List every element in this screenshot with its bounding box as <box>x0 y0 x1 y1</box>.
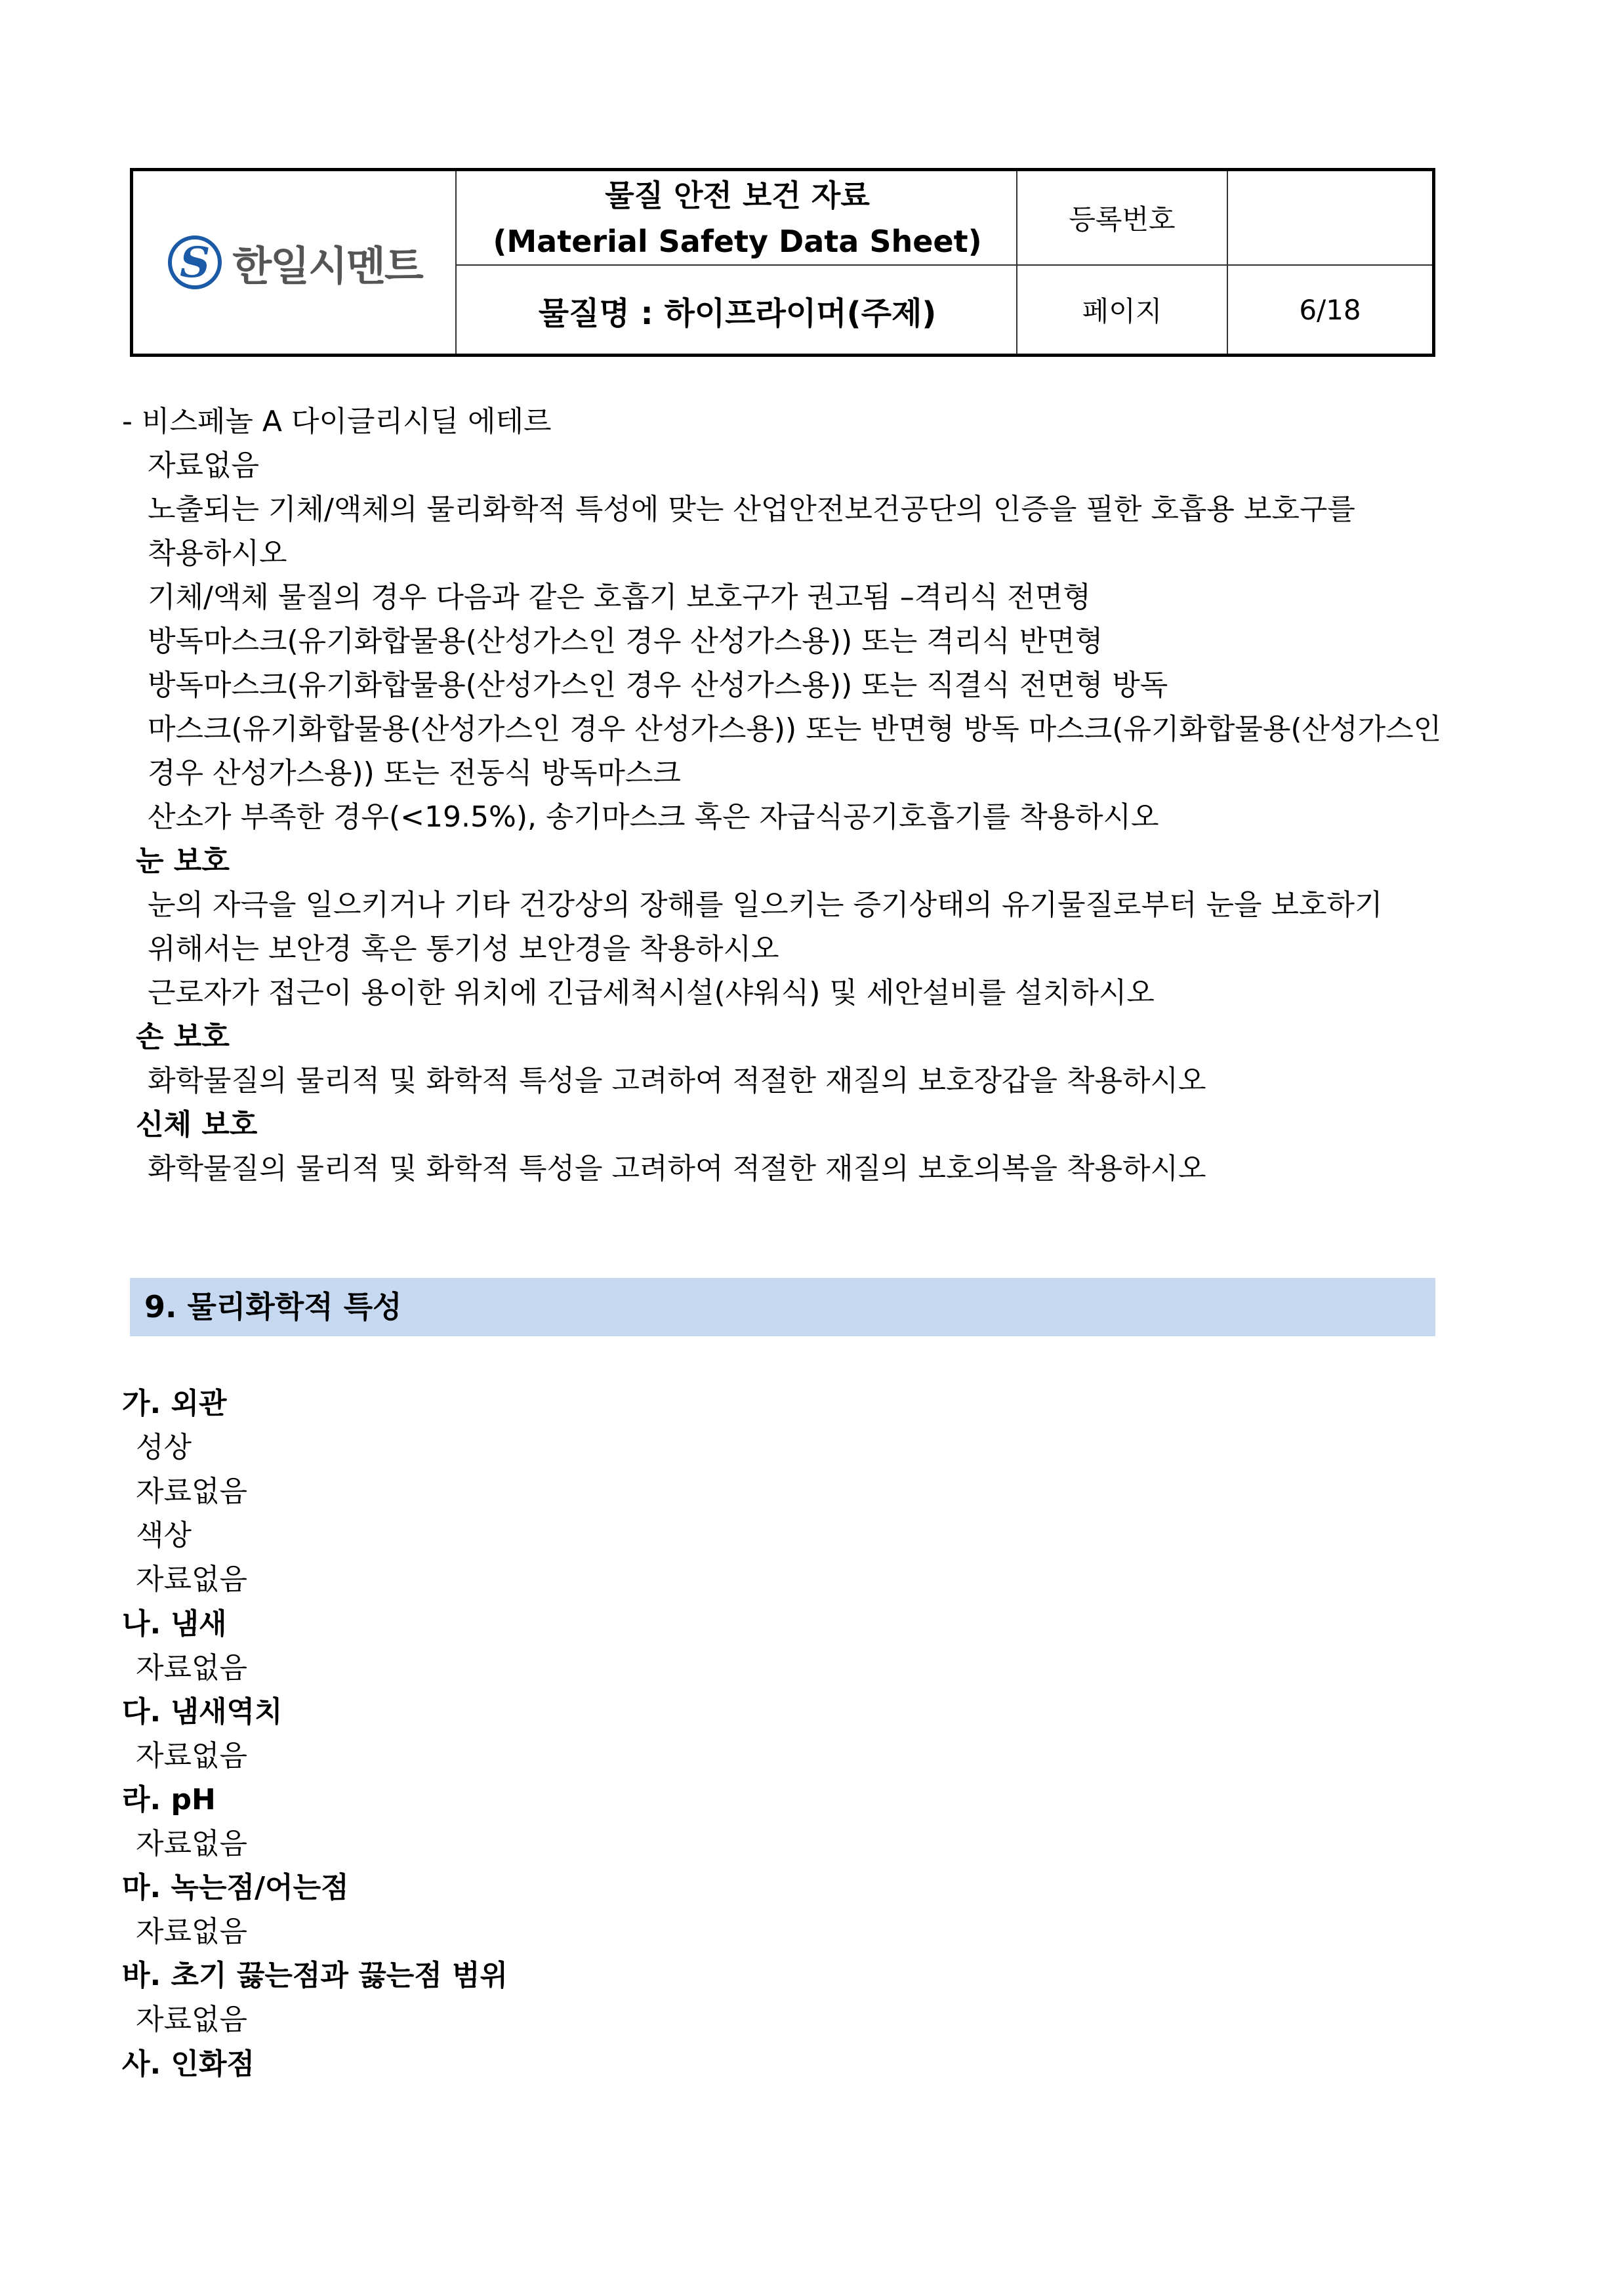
text-line: 자료없음 <box>148 449 260 482</box>
text-line: 방독마스크(유기화합물용(산성가스인 경우 산성가스용)) 또는 직결식 전면형 방독 <box>148 668 1168 702</box>
subheading: 사. 인화점 <box>122 2047 255 2081</box>
subheading: 나. 냄새 <box>122 1607 227 1641</box>
text-line: 눈의 자극을 일으키거나 기타 건강상의 장해를 일으키는 증기상태의 유기물질로부터 눈을 보호하기 <box>148 888 1383 922</box>
text-line: - 비스페놀 A 다이글리시딜 에테르 <box>122 405 552 438</box>
text-line: 자료없음 <box>136 1651 248 1685</box>
text-line: 기체/액체 물질의 경우 다음과 같은 호흡기 보호구가 권고됨 –격리식 전면형 <box>148 581 1091 614</box>
text-line: 자료없음 <box>136 2003 248 2036</box>
registration-value <box>1228 171 1432 264</box>
title-korean: 물질 안전 보건 자료 <box>605 178 870 213</box>
logo-text: 한일시멘트 <box>232 241 422 290</box>
text-line: 마스크(유기화합물용(산성가스인 경우 산성가스용)) 또는 반면형 방독 마스크(유기화합물용(산성가스인 <box>148 712 1442 746</box>
text-line: 화학물질의 물리적 및 화학적 특성을 고려하여 적절한 재질의 보호의복을 착용하시오 <box>148 1152 1206 1185</box>
text-line: 위해서는 보안경 혹은 통기성 보안경을 착용하시오 <box>148 932 779 966</box>
subheading: 마. 녹는점/어는점 <box>122 1871 349 1904</box>
text-line: 자료없음 <box>136 1827 248 1860</box>
logo-mark-icon: S <box>168 236 222 289</box>
title-english: (Material Safety Data Sheet) <box>493 224 982 259</box>
text-line: 자료없음 <box>136 1475 248 1508</box>
text-line: 색상 <box>136 1519 192 1552</box>
subheading: 바. 초기 끓는점과 끓는점 범위 <box>122 1959 508 1992</box>
product-name: 물질명 : 하이프라이머(주제) <box>538 295 937 332</box>
subheading: 가. 외관 <box>122 1387 227 1420</box>
text-line: 방독마스크(유기화합물용(산성가스인 경우 산성가스용)) 또는 격리식 반면형 <box>148 625 1103 658</box>
company-logo <box>133 171 457 354</box>
text-line: 노출되는 기체/액체의 물리화학적 특성에 맞는 산업안전보건공단의 인증을 필한 호흡용 보호구를 <box>148 493 1355 526</box>
page-number: 6/18 <box>1299 293 1361 326</box>
subheading: 손 보호 <box>136 1020 230 1054</box>
text-line: 화학물질의 물리적 및 화학적 특성을 고려하여 적절한 재질의 보호장갑을 착용하시오 <box>148 1064 1206 1097</box>
text-line: 자료없음 <box>136 1563 248 1596</box>
subheading: 라. pH <box>122 1783 216 1816</box>
text-line: 경우 산성가스용)) 또는 전동식 방독마스크 <box>148 756 681 790</box>
subheading: 눈 보호 <box>136 844 230 878</box>
text-line: 산소가 부족한 경우(<19.5%), 송기마스크 혹은 자급식공기호흡기를 착용하시오 <box>148 800 1159 834</box>
subheading: 다. 냄새역치 <box>122 1695 283 1729</box>
text-line: 자료없음 <box>136 1915 248 1948</box>
document-header-table <box>130 168 1435 357</box>
registration-label: 등록번호 <box>1069 203 1176 236</box>
document-title <box>459 171 1016 266</box>
text-line: 자료없음 <box>136 1739 248 1773</box>
subheading: 신체 보호 <box>136 1108 258 1141</box>
page-label: 페이지 <box>1082 295 1162 327</box>
text-line: 근로자가 접근이 용이한 위치에 긴급세척시설(샤워식) 및 세안설비를 설치하시오 <box>148 976 1155 1010</box>
section-9-title: 9. 물리화학적 특성 <box>144 1289 402 1324</box>
text-line: 착용하시오 <box>148 537 287 570</box>
section-9-header <box>130 1278 1435 1336</box>
text-line: 성상 <box>136 1431 192 1464</box>
